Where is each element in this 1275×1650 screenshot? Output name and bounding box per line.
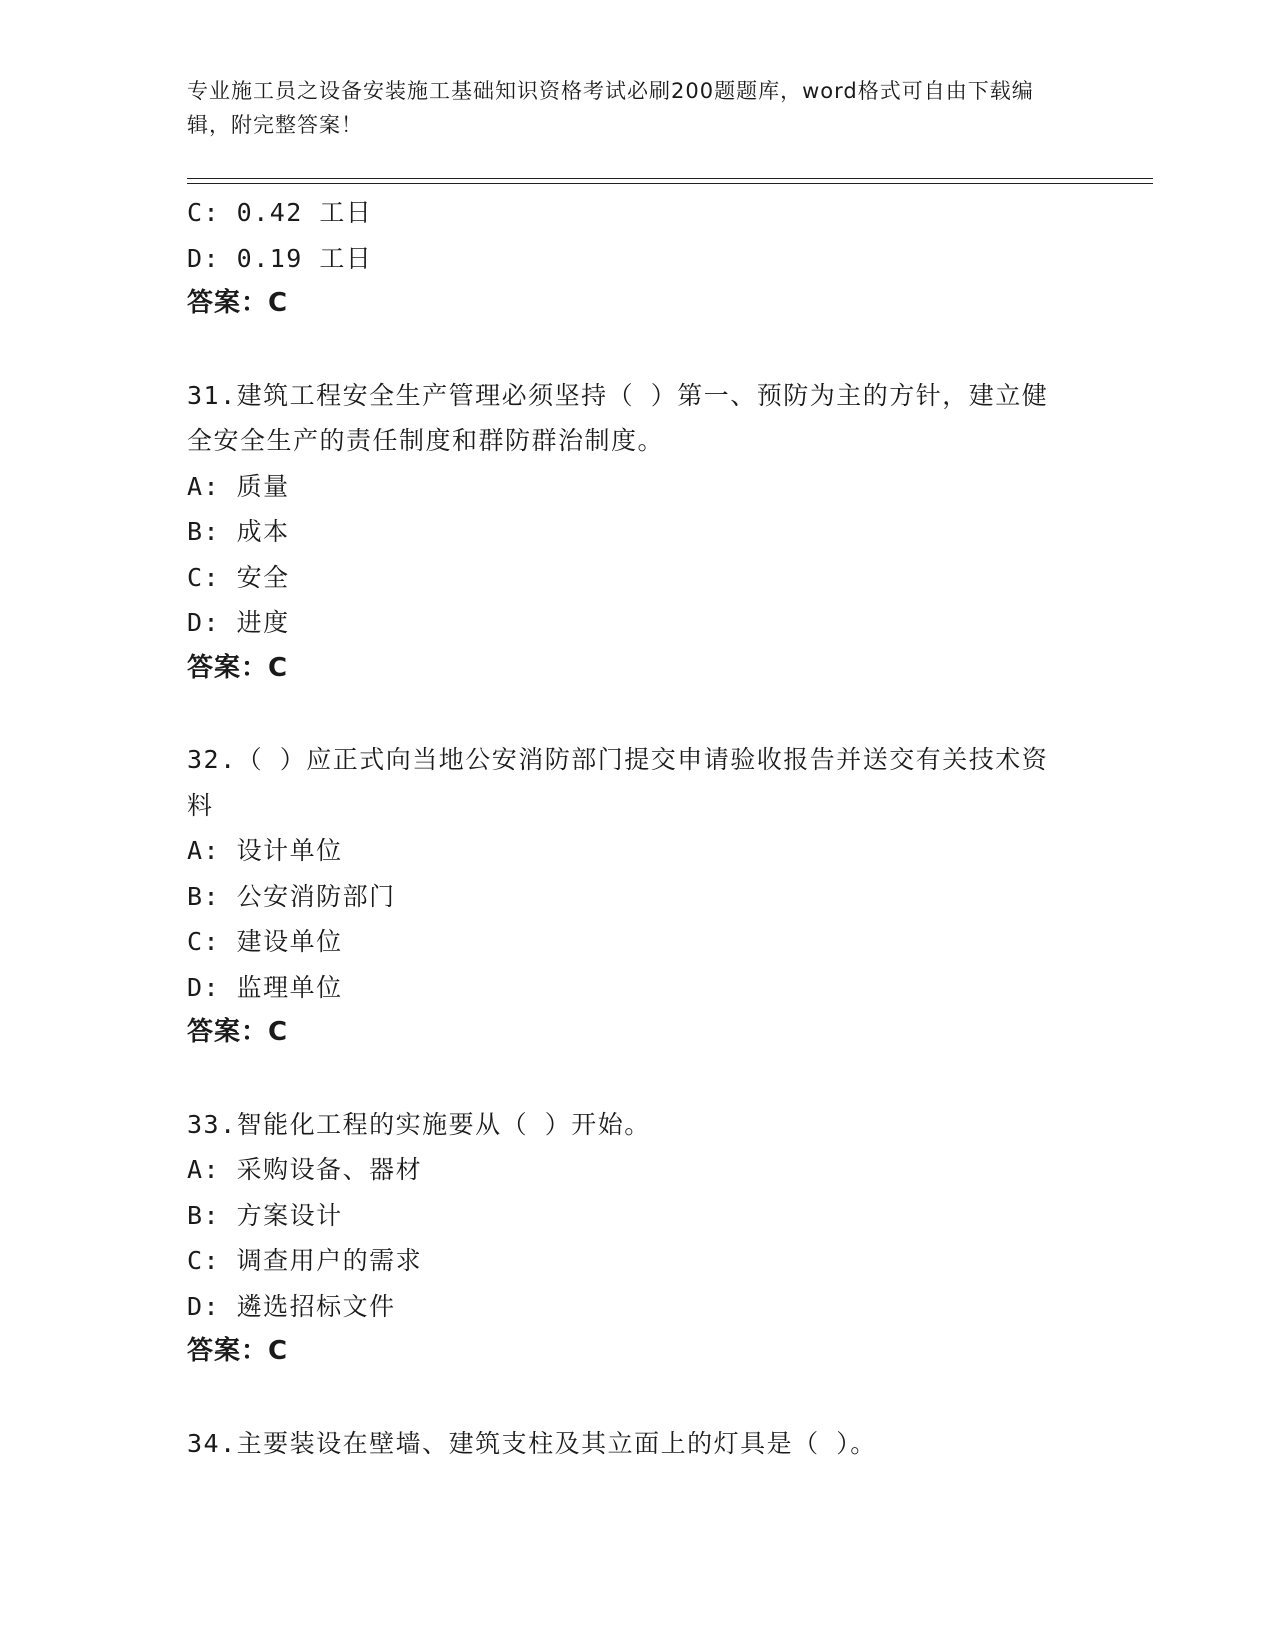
option-d: D: 0.19 工日 xyxy=(187,243,373,273)
answer-line: 答案：C xyxy=(187,1017,289,1047)
answer-line: 答案：C xyxy=(187,652,289,683)
header-rule-top xyxy=(187,178,1153,179)
option-b: B: 成本 xyxy=(187,517,290,546)
document-header: 专业施工员之设备安装施工基础知识资格考试必刷200题题库，word格式可自由下载编辑，附完整答案！ xyxy=(187,79,1034,137)
question-33-text: 33.智能化工程的实施要从（ ）开始。 xyxy=(187,1109,651,1139)
header-rule-bottom xyxy=(187,183,1153,184)
question-content xyxy=(187,190,1067,1466)
option-a: A: 设计单位 xyxy=(187,836,343,865)
option-c: C: 调查用户的需求 xyxy=(187,1246,423,1275)
answer-line: 答案：C xyxy=(187,1336,289,1366)
answer-line: 答案：C xyxy=(187,288,289,318)
question-32-text: 32.（ ）应正式向当地公安消防部门提交申请验收报告并送交有关技术资料 xyxy=(187,745,1049,820)
option-c: C: 安全 xyxy=(187,562,290,592)
option-d: D: 进度 xyxy=(187,608,290,637)
option-c: C: 0.42 工日 xyxy=(187,198,373,227)
option-a: A: 采购设备、器材 xyxy=(187,1155,423,1184)
option-b: B: 方案设计 xyxy=(187,1200,343,1230)
option-d: D: 遴选招标文件 xyxy=(187,1291,396,1321)
option-d: D: 监理单位 xyxy=(187,972,343,1002)
option-c: C: 建设单位 xyxy=(187,927,343,956)
question-31-text: 31.建筑工程安全生产管理必须坚持（ ）第一、预防为主的方针，建立健全安全生产的责任制度和群防群治制度。 xyxy=(187,380,1049,455)
option-a: A: 质量 xyxy=(187,471,290,501)
question-34-text: 34.主要装设在壁墙、建筑支柱及其立面上的灯具是（ ）。 xyxy=(187,1428,877,1458)
option-b: B: 公安消防部门 xyxy=(187,881,396,911)
